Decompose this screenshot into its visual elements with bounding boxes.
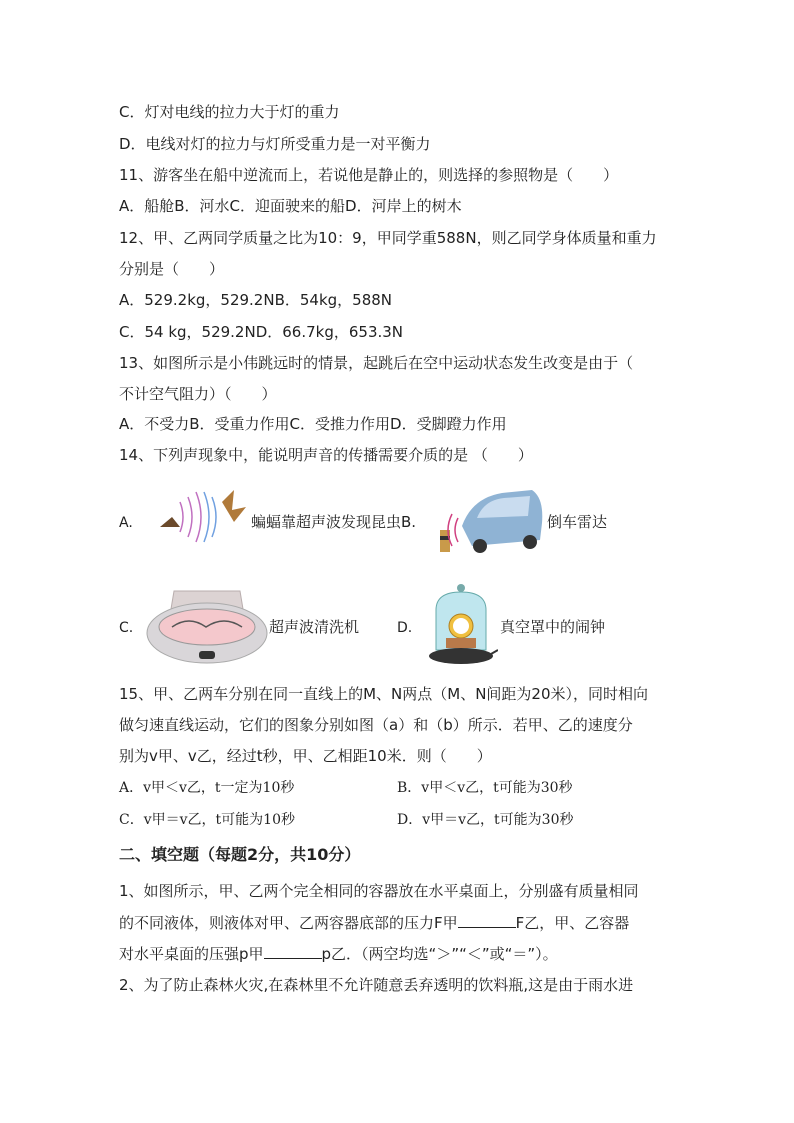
option-c-prev: C．灯对电线的拉力大于灯的重力 (119, 103, 340, 121)
fill-q1-line3 (119, 944, 558, 964)
fill-q1-line2-text-b: F乙，甲、乙容器 (515, 914, 630, 932)
question-13-options: A．不受力B．受重力作用C．受推力作用D．受脚蹬力作用 (119, 415, 507, 433)
question-13-line1: 13、如图所示是小伟跳远时的情景，起跳后在空中运动状态发生改变是由于（ (119, 354, 634, 372)
fill-q1-line2-text-a: 的不同液体，则液体对甲、乙两容器底部的压力F甲 (119, 914, 458, 932)
answer-blank-1[interactable] (458, 913, 516, 928)
q15-option-c: C．v甲＝v乙，t可能为10秒 (119, 812, 295, 828)
fill-q1-line3-text-a: 对水平桌面的压强p甲 (119, 945, 264, 963)
fill-q1-line2 (119, 913, 629, 933)
q14-option-b-caption: 倒车雷达 (547, 513, 608, 531)
question-11: 11、游客坐在船中逆流而上，若说他是静止的，则选择的参照物是（ ） (119, 166, 619, 184)
question-15-line3: 别为v甲、v乙，经过t秒，甲、乙相距10米．则（ ） (119, 747, 492, 765)
question-12-options-1: A．529.2kg，529.2NB．54kg，588N (119, 291, 393, 309)
q14-option-c-label: C. (119, 620, 134, 636)
ultrasonic-cleaner-image (144, 585, 270, 667)
question-15-line1: 15、甲、乙两车分别在同一直线上的M、N两点（M、N间距为20米），同时相向 (119, 685, 649, 703)
question-12-line2: 分别是（ ） (119, 260, 225, 278)
q14-option-a-label: A. (119, 515, 133, 531)
fill-q2-line1: 2、为了防止森林火灾,在森林里不允许随意丢弃透明的饮料瓶,这是由于雨水进 (119, 976, 634, 994)
car-radar-image (432, 478, 547, 558)
question-12-line1: 12、甲、乙两同学质量之比为10：9，甲同学重588N，则乙同学身体质量和重力 (119, 229, 657, 247)
q14-option-a-caption: 蝙蝠靠超声波发现昆虫B. (251, 513, 417, 531)
q15-option-a: A．v甲＜v乙，t一定为10秒 (119, 780, 295, 796)
bat-insect-image (150, 482, 250, 552)
option-d-prev: D．电线对灯的拉力与灯所受重力是一对平衡力 (119, 135, 431, 153)
question-13-line2: 不计空气阻力）（ ） (119, 385, 277, 403)
q14-option-d-caption: 真空罩中的闹钟 (500, 618, 606, 636)
q14-option-c-caption: 超声波清洗机 (269, 618, 360, 636)
q14-option-d-label: D. (397, 620, 413, 636)
answer-blank-2[interactable] (264, 944, 322, 959)
section-fill-blank-title: 二、填空题（每题2分，共10分） (119, 845, 361, 864)
vacuum-bell-jar-image (426, 580, 498, 670)
q15-option-b: B．v甲＜v乙，t可能为30秒 (397, 780, 573, 796)
question-15-line2: 做匀速直线运动，它们的图象分别如图（a）和（b）所示．若甲、乙的速度分 (119, 716, 633, 734)
question-14: 14、下列声现象中，能说明声音的传播需要介质的是 （ ） (119, 446, 533, 464)
question-11-options: A．船舱B．河水C．迎面驶来的船D．河岸上的树木 (119, 197, 462, 215)
question-12-options-2: C．54 kg，529.2ND．66.7kg，653.3N (119, 323, 404, 341)
q15-option-d: D．v甲＝v乙，t可能为30秒 (397, 812, 574, 828)
fill-q1-line3-text-b: p乙．（两空均选“＞”“＜”或“＝”）。 (321, 945, 558, 963)
fill-q1-line1: 1、如图所示，甲、乙两个完全相同的容器放在水平桌面上，分别盛有质量相同 (119, 882, 639, 900)
